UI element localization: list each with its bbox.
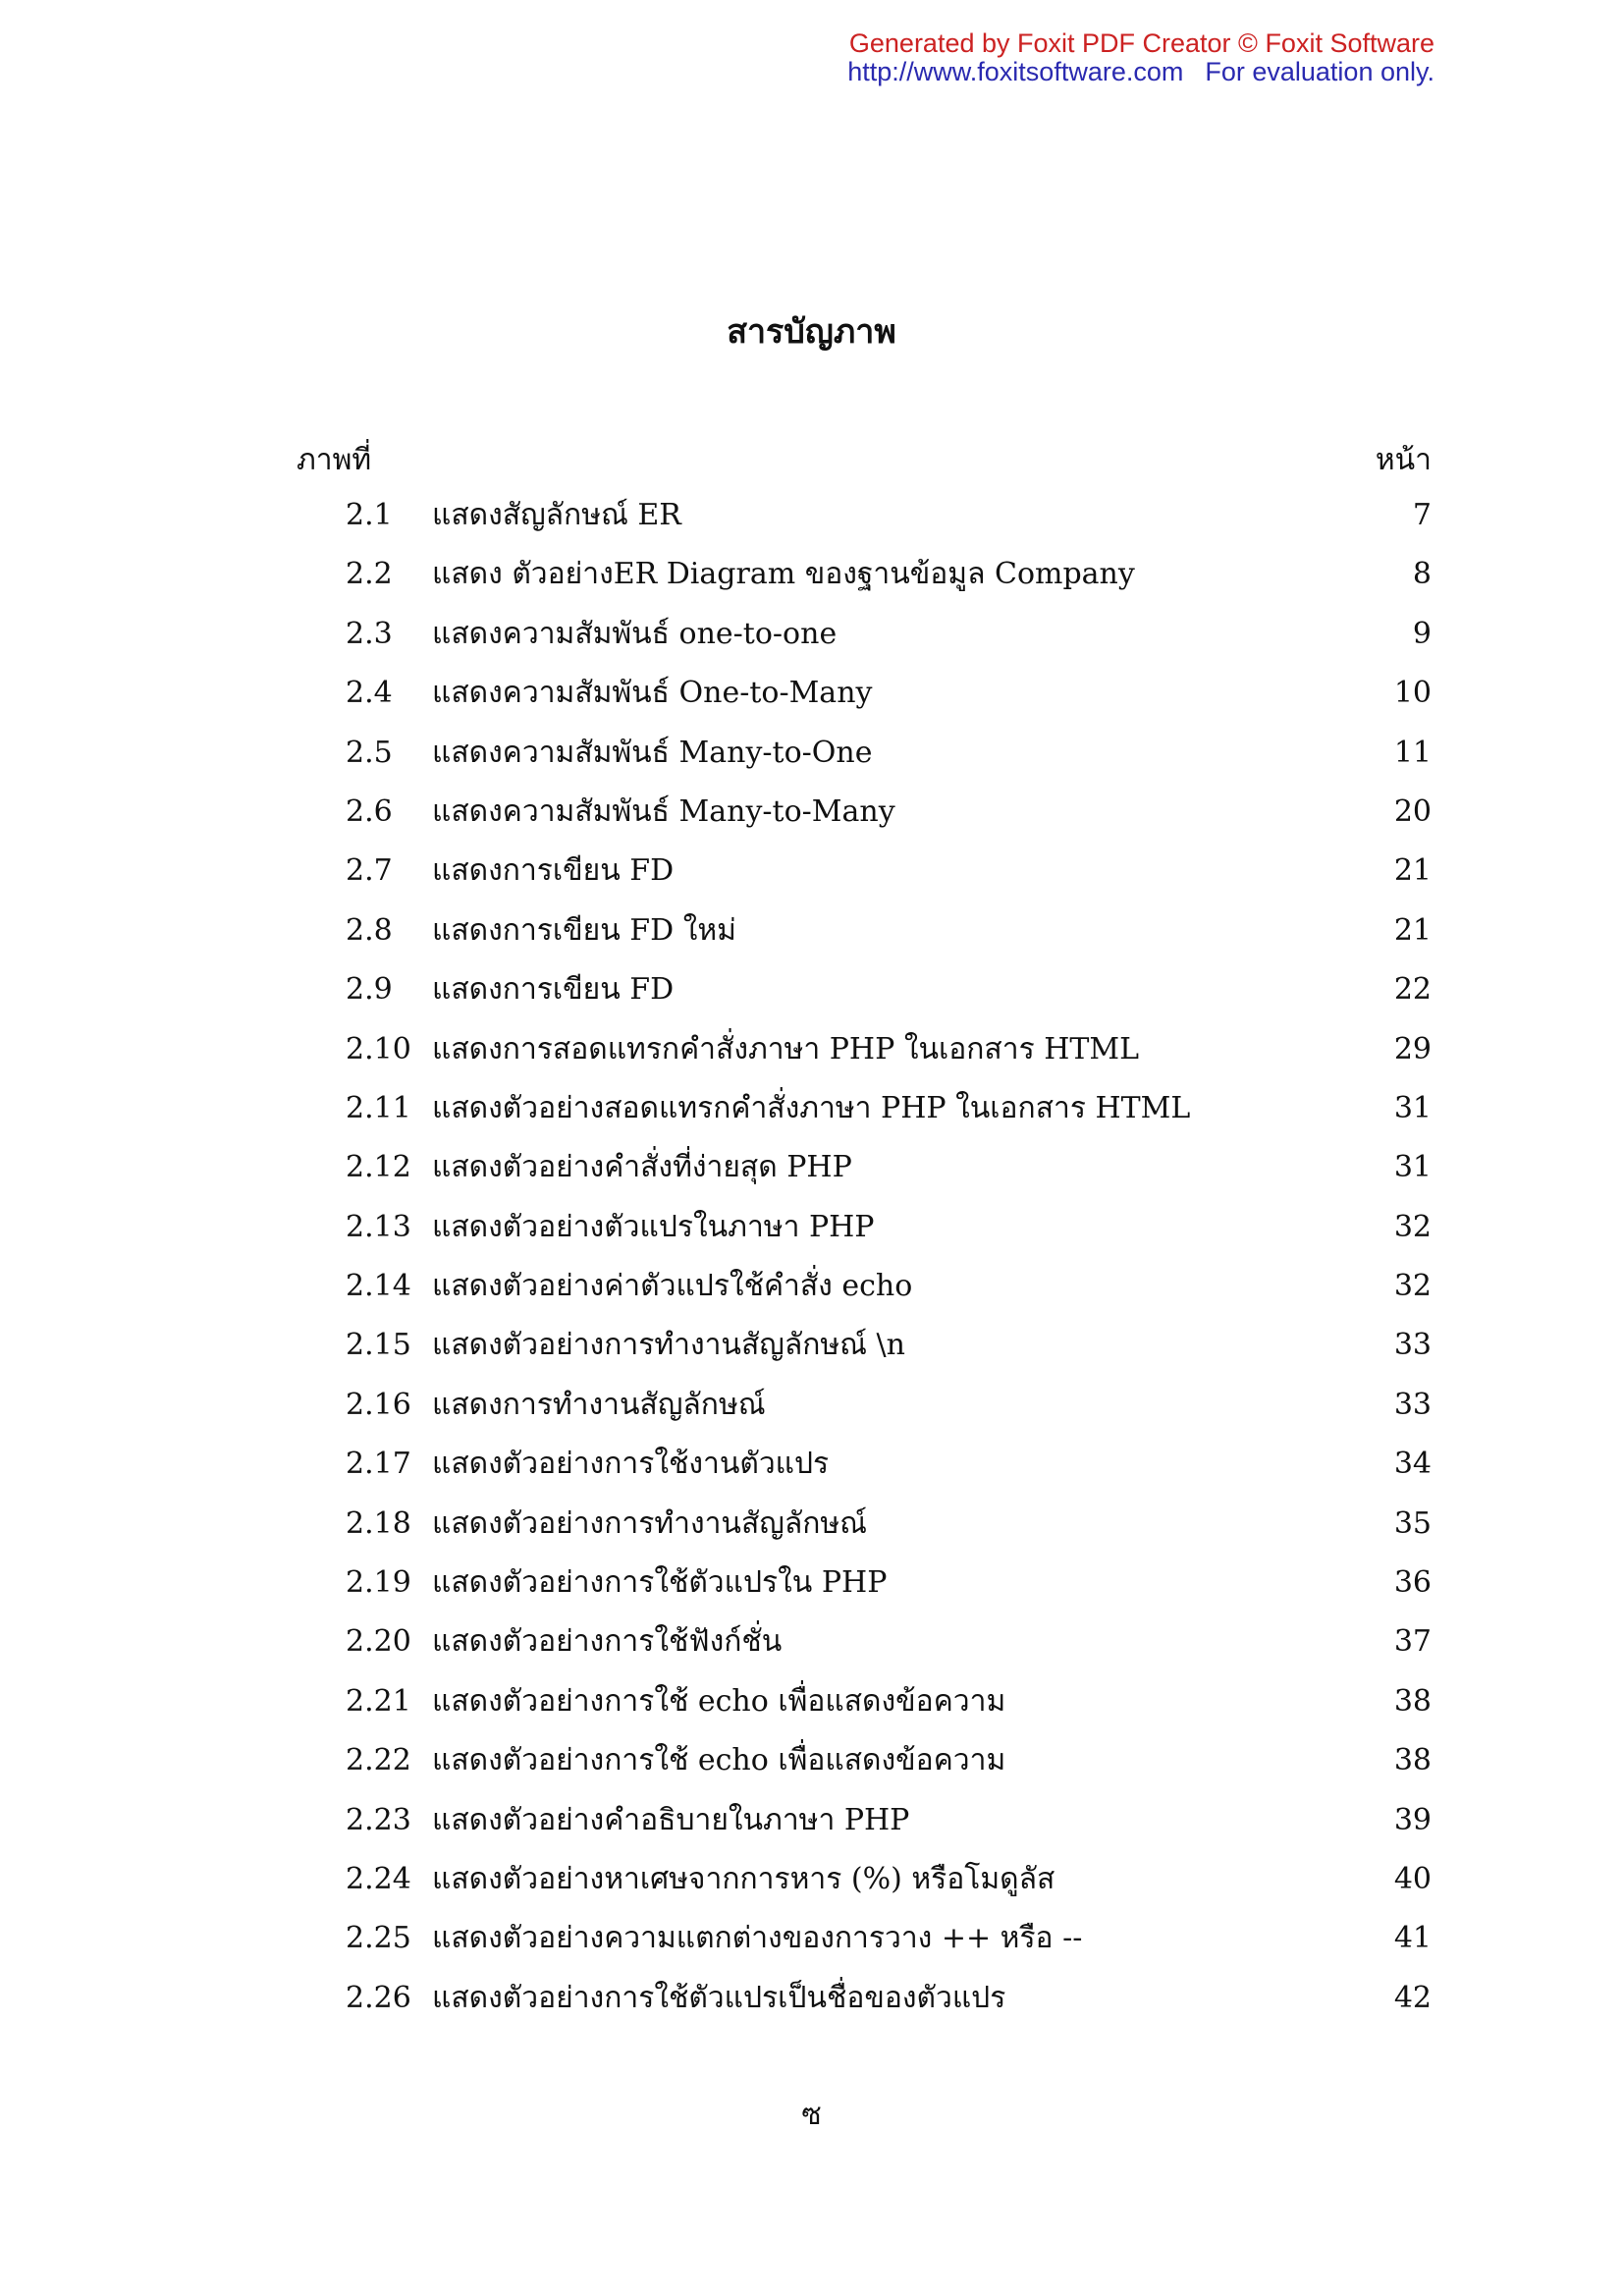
figure-caption: แสดงการสอดแทรกคำสั่งภาษา PHP ในเอกสาร HTML <box>432 1031 1140 1066</box>
figure-number: 2.19 <box>346 1565 411 1601</box>
list-item <box>0 615 1623 674</box>
list-item <box>0 1919 1623 1978</box>
figure-caption: แสดงการเขียน FD <box>432 853 675 889</box>
figure-number: 2.1 <box>346 498 393 532</box>
figure-caption: แสดง ตัวอย่างER Diagram ของฐานข้อมูล Company <box>432 557 1135 592</box>
page-number: 22 <box>1393 972 1432 1008</box>
figure-number: 2.16 <box>346 1387 411 1422</box>
figure-caption: แสดงความสัมพันธ์ One-to-Many <box>432 676 873 711</box>
figure-number: 2.7 <box>346 853 393 889</box>
page-number: 32 <box>1393 1209 1432 1244</box>
figure-number: 2.5 <box>346 735 393 770</box>
figure-number: 2.15 <box>346 1328 411 1363</box>
watermark-evaluation-note: For evaluation only. <box>1205 57 1434 86</box>
list-item <box>0 1326 1623 1385</box>
figure-number: 2.20 <box>346 1624 411 1660</box>
column-header-figure: ภาพที่ <box>297 443 372 477</box>
list-item <box>0 1386 1623 1445</box>
figure-caption: แสดงตัวอย่างความแตกต่างของการวาง ++ หรือ -- <box>432 1921 1083 1956</box>
figure-caption: แสดงตัวอย่างคำสั่งที่ง่ายสุด PHP <box>432 1150 852 1185</box>
list-item <box>0 1030 1623 1089</box>
list-item <box>0 1148 1623 1207</box>
page-number: 10 <box>1393 676 1432 711</box>
page-number: 36 <box>1393 1565 1432 1601</box>
figure-number: 2.25 <box>346 1921 411 1956</box>
figure-number: 2.12 <box>346 1150 411 1185</box>
figure-number: 2.8 <box>346 912 393 948</box>
figure-number: 2.4 <box>346 676 393 711</box>
page-number: 42 <box>1393 1980 1432 2015</box>
figure-caption: แสดงการเขียน FD <box>432 972 675 1008</box>
list-item <box>0 1208 1623 1267</box>
page-number: 34 <box>1393 1447 1432 1482</box>
list-item <box>0 1445 1623 1503</box>
figure-number: 2.11 <box>346 1090 411 1125</box>
figure-caption: แสดงตัวอย่างการทำงานสัญลักษณ์ \n <box>432 1328 905 1363</box>
watermark-generator-text: Generated by Foxit PDF Creator © Foxit Software <box>848 28 1434 58</box>
list-item <box>0 1267 1623 1326</box>
figure-caption: แสดงตัวอย่างตัวแปรในภาษา PHP <box>432 1209 875 1244</box>
page-number: 38 <box>1393 1743 1432 1778</box>
figure-number: 2.24 <box>346 1861 411 1896</box>
figure-caption: แสดงความสัมพันธ์ Many-to-One <box>432 735 873 770</box>
list-item <box>0 1682 1623 1741</box>
page-number: 33 <box>1393 1387 1432 1422</box>
figure-number: 2.6 <box>346 793 393 829</box>
list-item <box>0 1622 1623 1681</box>
list-item <box>0 555 1623 614</box>
figure-caption: แสดงตัวอย่างการใช้งานตัวแปร <box>432 1447 830 1482</box>
evaluation-watermark <box>847 29 1434 86</box>
figure-caption: แสดงตัวอย่างค่าตัวแปรใช้คำสั่ง echo <box>432 1269 913 1304</box>
figure-number: 2.26 <box>346 1980 411 2015</box>
figure-caption: แสดงความสัมพันธ์ Many-to-Many <box>432 793 895 829</box>
watermark-url: http://www.foxitsoftware.com <box>847 57 1184 86</box>
figure-caption: แสดงความสัมพันธ์ one-to-one <box>432 616 838 651</box>
figure-caption: แสดงตัวอย่างการใช้ฟังก์ชั่น <box>432 1624 783 1660</box>
page-title: สารบัญภาพ <box>727 312 896 352</box>
column-header-page: หน้า <box>1375 443 1432 477</box>
page-number: 29 <box>1393 1031 1432 1066</box>
figure-caption: แสดงสัญลักษณ์ ER <box>432 498 681 532</box>
watermark-second-line <box>847 58 1434 86</box>
page-number: 21 <box>1393 912 1432 948</box>
list-item <box>0 1860 1623 1919</box>
list-item <box>0 674 1623 733</box>
figure-caption: แสดงตัวอย่างการใช้ตัวแปรใน PHP <box>432 1565 888 1601</box>
list-item <box>0 1801 1623 1860</box>
page-number: 39 <box>1393 1802 1432 1837</box>
page-number: 31 <box>1393 1150 1432 1185</box>
figure-number: 2.21 <box>346 1683 411 1719</box>
list-item <box>0 1089 1623 1148</box>
figure-number: 2.23 <box>346 1802 411 1837</box>
page-number: 41 <box>1393 1921 1432 1956</box>
list-item <box>0 496 1623 555</box>
page-number: 20 <box>1393 793 1432 829</box>
page-number-marker: ซ <box>801 2098 822 2132</box>
list-item <box>0 851 1623 910</box>
figure-caption: แสดงตัวอย่างหาเศษจากการหาร (%) หรือโมดูลัส <box>432 1861 1055 1896</box>
figure-caption: แสดงตัวอย่างสอดแทรกคำสั่งภาษา PHP ในเอกสาร HTML <box>432 1090 1191 1125</box>
figure-number: 2.14 <box>346 1269 411 1304</box>
figure-caption: แสดงการเขียน FD ใหม่ <box>432 912 736 948</box>
list-item <box>0 734 1623 793</box>
figure-caption: แสดงตัวอย่างการใช้ echo เพื่อแสดงข้อความ <box>432 1683 1006 1719</box>
page-number: 37 <box>1393 1624 1432 1660</box>
figure-number: 2.10 <box>346 1031 411 1066</box>
page-number: 38 <box>1393 1683 1432 1719</box>
figure-caption: แสดงตัวอย่างการใช้ echo เพื่อแสดงข้อความ <box>432 1743 1006 1778</box>
figure-caption: แสดงการทำงานสัญลักษณ์ <box>432 1387 766 1422</box>
figure-caption: แสดงตัวอย่างคำอธิบายในภาษา PHP <box>432 1802 910 1837</box>
list-item <box>0 1741 1623 1800</box>
list-item <box>0 1504 1623 1563</box>
figure-list <box>0 496 1623 2038</box>
figure-number: 2.9 <box>346 972 393 1008</box>
figure-number: 2.3 <box>346 616 393 651</box>
page-number: 9 <box>1412 616 1432 651</box>
figure-caption: แสดงตัวอย่างการทำงานสัญลักษณ์ <box>432 1505 867 1541</box>
page-number: 7 <box>1412 498 1432 532</box>
page-number: 8 <box>1412 557 1432 592</box>
page-number: 32 <box>1393 1269 1432 1304</box>
list-item <box>0 911 1623 970</box>
page-number: 33 <box>1393 1328 1432 1363</box>
list-item <box>0 1563 1623 1622</box>
list-item <box>0 1979 1623 2038</box>
page-number: 40 <box>1393 1861 1432 1896</box>
page-number: 31 <box>1393 1090 1432 1125</box>
page-number: 35 <box>1393 1505 1432 1541</box>
page-number: 11 <box>1393 735 1432 770</box>
figure-caption: แสดงตัวอย่างการใช้ตัวแปรเป็นชื่อของตัวแปร <box>432 1980 1006 2015</box>
list-item <box>0 793 1623 851</box>
figure-number: 2.22 <box>346 1743 411 1778</box>
list-item <box>0 970 1623 1029</box>
figure-number: 2.17 <box>346 1447 411 1482</box>
figure-number: 2.2 <box>346 557 393 592</box>
figure-number: 2.18 <box>346 1505 411 1541</box>
page-number: 21 <box>1393 853 1432 889</box>
figure-number: 2.13 <box>346 1209 411 1244</box>
